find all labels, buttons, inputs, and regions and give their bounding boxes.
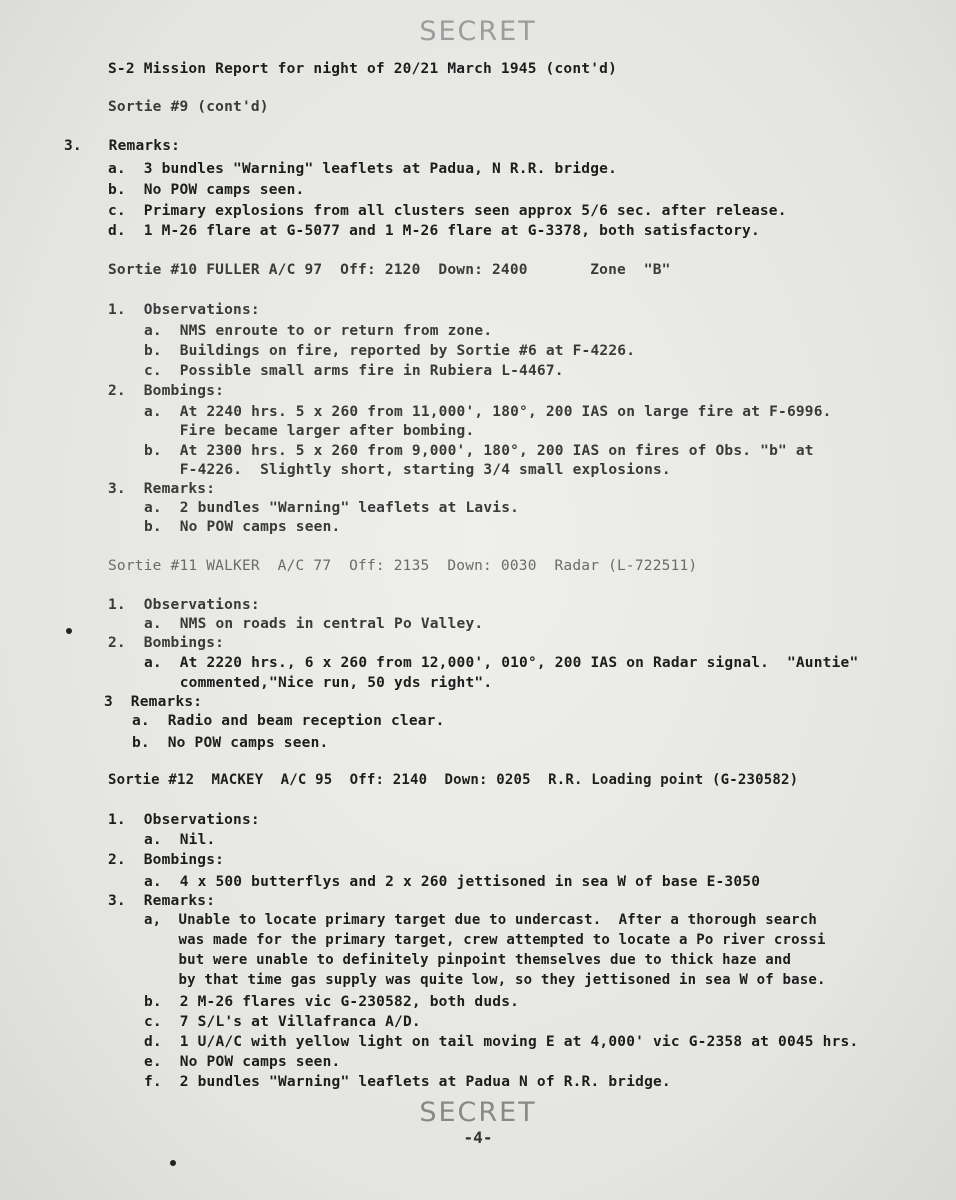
secret-stamp-bottom: SECRET: [419, 1097, 537, 1128]
sortie-12-remark: c. 7 S/L's at Villafranca A/D.: [144, 1014, 421, 1030]
sortie-12-observation: a. Nil.: [144, 832, 216, 848]
sortie-12-remark: by that time gas supply was quite low, so they jettisoned in sea W of base.: [144, 972, 826, 988]
sortie-12-remark: but were unable to definitely pinpoint themselves due to thick haze and: [144, 952, 792, 968]
sortie-11-remark: a. Radio and beam reception clear.: [132, 713, 445, 729]
sortie-12-remarks-heading: 3. Remarks:: [108, 893, 216, 909]
sortie-9-remarks-heading: 3. Remarks:: [64, 138, 181, 154]
sortie-11-observations-heading: 1. Observations:: [108, 597, 260, 613]
report-title: S-2 Mission Report for night of 20/21 March 1945 (cont'd): [108, 61, 617, 77]
sortie-12-remark: b. 2 M-26 flares vic G-230582, both duds.: [144, 994, 520, 1010]
sortie-12-remark: a, Unable to locate primary target due to undercast. After a thorough search: [144, 912, 818, 928]
sortie-10-bombing: Fire became larger after bombing.: [144, 423, 475, 439]
sortie-10-bombing: F-4226. Slightly short, starting 3/4 small explosions.: [144, 462, 671, 478]
sortie-9-remark: b. No POW camps seen.: [108, 182, 305, 198]
sortie-10-bombing: b. At 2300 hrs. 5 x 260 from 9,000', 180°, 200 IAS on fires of Obs. "b" at: [144, 443, 814, 459]
secret-stamp-top: SECRET: [419, 16, 537, 47]
sortie-12-bombing: a. 4 x 500 butterflys and 2 x 260 jettisoned in sea W of base E-3050: [144, 874, 761, 890]
sortie-10-heading: Sortie #10 FULLER A/C 97 Off: 2120 Down: 2400 Zone "B": [108, 262, 671, 278]
sortie-11-bombings-heading: 2. Bombings:: [108, 635, 225, 651]
sortie-11-remark: b. No POW camps seen.: [132, 735, 329, 751]
sortie-11-bombing: a. At 2220 hrs., 6 x 260 from 12,000', 010°, 200 IAS on Radar signal. "Auntie": [144, 655, 859, 671]
sortie-9-continued: Sortie #9 (cont'd): [108, 99, 269, 115]
sortie-10-remarks-heading: 3. Remarks:: [108, 481, 216, 497]
sortie-12-bombings-heading: 2. Bombings:: [108, 852, 225, 868]
sortie-12-remark: was made for the primary target, crew attempted to locate a Po river crossi: [144, 932, 826, 948]
sortie-12-observations-heading: 1. Observations:: [108, 812, 260, 828]
sortie-12-heading: Sortie #12 MACKEY A/C 95 Off: 2140 Down: 0205 R.R. Loading point (G-230582): [108, 772, 799, 788]
sortie-9-remark: d. 1 M-26 flare at G-5077 and 1 M-26 flare at G-3378, both satisfactory.: [108, 223, 760, 239]
sortie-9-remark: c. Primary explosions from all clusters seen approx 5/6 sec. after release.: [108, 203, 787, 219]
sortie-9-remark: a. 3 bundles "Warning" leaflets at Padua, N R.R. bridge.: [108, 161, 617, 177]
sortie-10-bombing: a. At 2240 hrs. 5 x 260 from 11,000', 180°, 200 IAS on large fire at F-6996.: [144, 404, 832, 420]
sortie-11-bombing: commented,"Nice run, 50 yds right".: [144, 675, 493, 691]
sortie-10-observation: a. NMS enroute to or return from zone.: [144, 323, 493, 339]
sortie-10-remark: a. 2 bundles "Warning" leaflets at Lavis.: [144, 500, 520, 516]
sortie-10-observation: b. Buildings on fire, reported by Sortie #6 at F-4226.: [144, 343, 636, 359]
punch-hole-mark: [66, 628, 72, 634]
sortie-12-remark: d. 1 U/A/C with yellow light on tail moving E at 4,000' vic G-2358 at 0045 hrs.: [144, 1034, 859, 1050]
sortie-12-remark: f. 2 bundles "Warning" leaflets at Padua N of R.R. bridge.: [144, 1074, 671, 1090]
sortie-12-remark: e. No POW camps seen.: [144, 1054, 341, 1070]
sortie-11-observation: a. NMS on roads in central Po Valley.: [144, 616, 484, 632]
sortie-10-remark: b. No POW camps seen.: [144, 519, 341, 535]
sortie-10-observations-heading: 1. Observations:: [108, 302, 260, 318]
sortie-10-observation: c. Possible small arms fire in Rubiera L-4467.: [144, 363, 564, 379]
sortie-11-heading: Sortie #11 WALKER A/C 77 Off: 2135 Down: 0030 Radar (L-722511): [108, 558, 698, 574]
sortie-11-remarks-heading: 3 Remarks:: [104, 694, 203, 710]
page-number: -4-: [463, 1128, 493, 1147]
sortie-10-bombings-heading: 2. Bombings:: [108, 383, 225, 399]
punch-hole-mark: [170, 1160, 176, 1166]
